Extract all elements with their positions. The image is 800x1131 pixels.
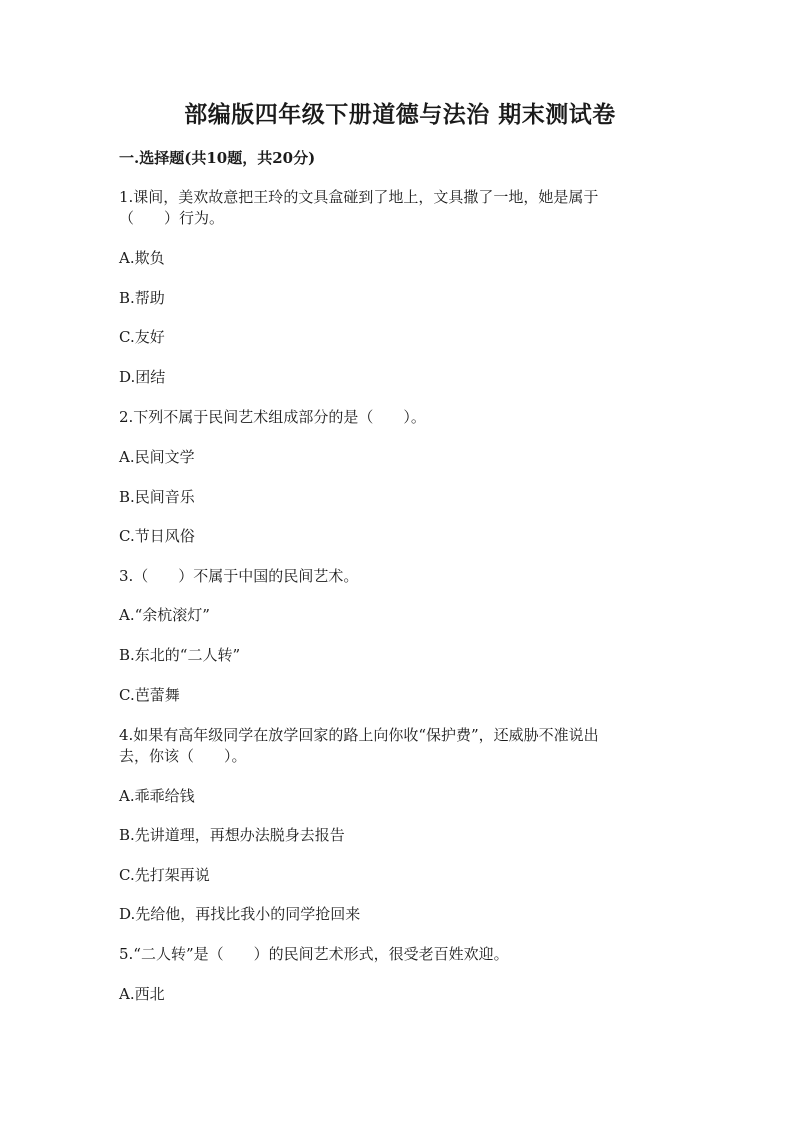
question-2-stem-line-1: 2.下列不属于民间艺术组成部分的是（ ）。	[119, 408, 426, 426]
question-3-option-a: A.“余杭滚灯”	[119, 606, 210, 624]
question-5-stem-line-1: 5.“二人转”是（ ）的民间艺术形式，很受老百姓欢迎。	[119, 945, 509, 963]
question-1-stem-line-2: （ ）行为。	[119, 209, 225, 227]
question-3-stem-line-1: 3.（ ）不属于中国的民间艺术。	[119, 567, 359, 585]
question-1-option-a: A.欺负	[119, 249, 165, 267]
question-2-option-b: B.民间音乐	[119, 488, 195, 506]
question-3-option-b: B.东北的“二人转”	[119, 646, 241, 664]
question-4-option-d: D.先给他，再找比我小的同学抢回来	[119, 905, 361, 923]
question-1-option-b: B.帮助	[119, 289, 165, 307]
question-3-option-c: C.芭蕾舞	[119, 686, 180, 704]
question-4-option-b: B.先讲道理，再想办法脱身去报告	[119, 826, 345, 844]
section-heading: 一.选择题(共10题，共20分)	[119, 149, 316, 167]
question-4-option-c: C.先打架再说	[119, 866, 210, 884]
question-1-stem-line-1: 1.课间，美欢故意把王玲的文具盒碰到了地上，文具撒了一地，她是属于	[119, 188, 599, 206]
question-1-option-d: D.团结	[119, 368, 166, 386]
question-4-option-a: A.乖乖给钱	[119, 787, 195, 805]
page-title: 部编版四年级下册道德与法治 期末测试卷	[184, 101, 616, 128]
question-1-option-c: C.友好	[119, 328, 165, 346]
question-2-option-c: C.节日风俗	[119, 527, 195, 545]
question-4-stem-line-2: 去，你该（ ）。	[119, 747, 247, 765]
question-5-option-a: A.西北	[119, 985, 165, 1003]
question-2-option-a: A.民间文学	[119, 448, 195, 466]
question-4-stem-line-1: 4.如果有高年级同学在放学回家的路上向你收“保护费”，还威胁不准说出	[119, 726, 599, 744]
